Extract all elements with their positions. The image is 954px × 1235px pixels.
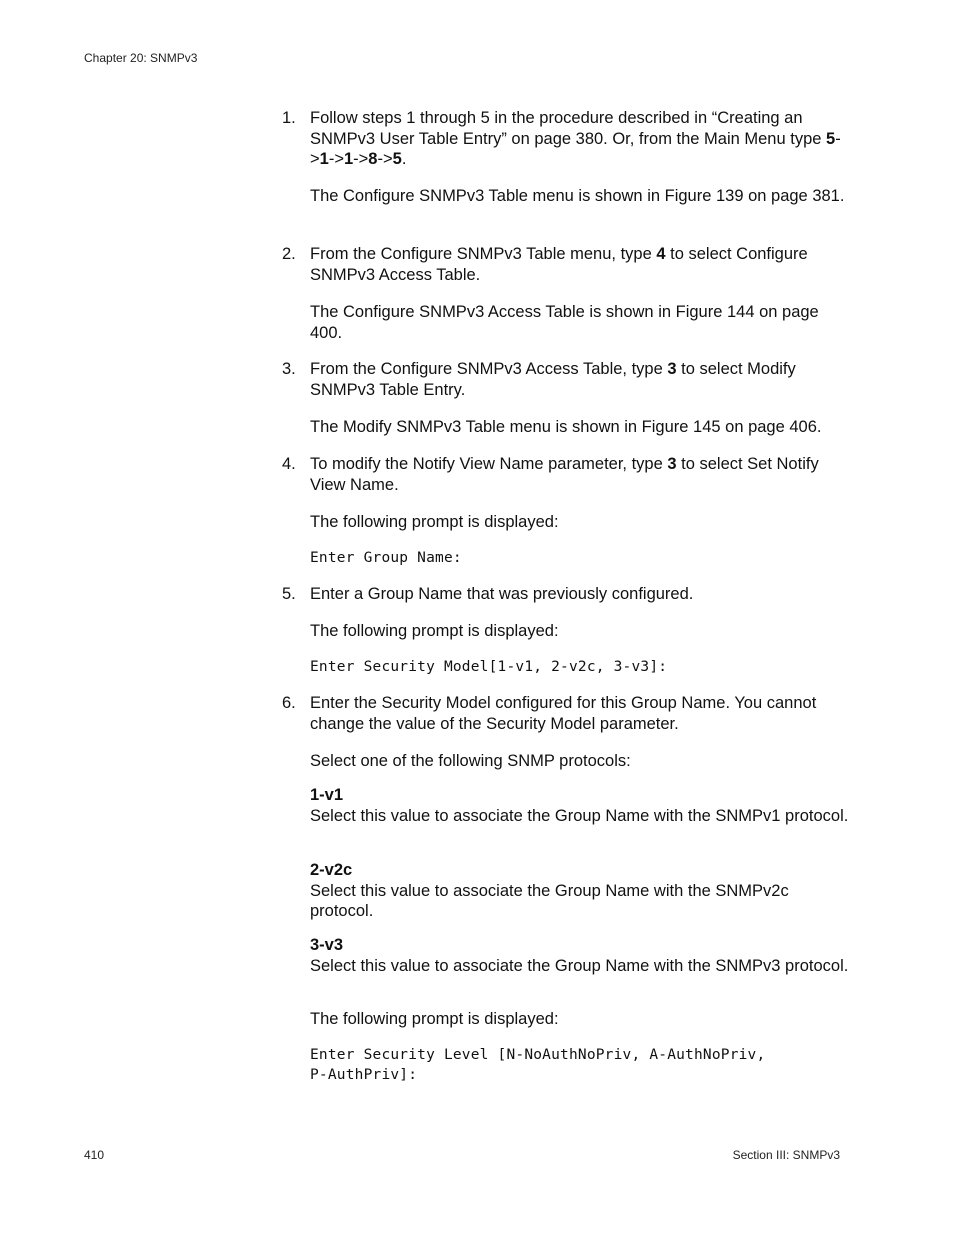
console-prompt-continued: P-AuthPriv]: [310, 1067, 418, 1083]
step-note: The Configure SNMPv3 Access Table is shown in Figure 144 on page 400. [310, 303, 819, 342]
step-text: Enter the Security Model configured for this Group Name. You cannot change the value of the Security Model parameter. [310, 694, 817, 733]
step-number: 6. [282, 694, 296, 712]
option-term: 2-v2c [310, 861, 353, 879]
option-3-v3 [310, 935, 850, 976]
console-prompt: Enter Security Model[1-v1, 2-v2c, 3-v3]: [310, 659, 668, 675]
step-number: 2. [282, 245, 296, 263]
step-note: Select one of the following SNMP protocols: [310, 752, 631, 770]
step-text: Follow steps 1 through 5 in the procedure described in “Creating an SNMPv3 User Table Entry” on page 380. Or, from the Main Menu type 5->1->1->8->5. [310, 109, 841, 168]
step-number: 1. [282, 109, 296, 127]
page-number: 410 [84, 1148, 105, 1162]
step-text: Enter a Group Name that was previously configured. [310, 585, 694, 603]
console-prompt: Enter Security Level [N-NoAuthNoPriv, A-AuthNoPriv, [310, 1047, 766, 1063]
step-text: From the Configure SNMPv3 Access Table, type 3 to select Modify SNMPv3 Table Entry. [310, 360, 796, 399]
option-term: 3-v3 [310, 936, 344, 954]
step-number: 3. [282, 360, 296, 378]
option-2-v2c [310, 860, 850, 922]
option-1-v1 [310, 785, 850, 826]
step-note: The Configure SNMPv3 Table menu is shown in Figure 139 on page 381. [310, 187, 845, 205]
option-term: 1-v1 [310, 786, 344, 804]
step-note: The Modify SNMPv3 Table menu is shown in Figure 145 on page 406. [310, 418, 822, 436]
running-header: Chapter 20: SNMPv3 [84, 51, 198, 65]
option-description: Select this value to associate the Group Name with the SNMPv3 protocol. [310, 956, 849, 975]
step-note: The following prompt is displayed: [310, 622, 559, 640]
option-description: Select this value to associate the Group Name with the SNMPv2c protocol. [310, 881, 789, 920]
running-footer-section: Section III: SNMPv3 [732, 1148, 840, 1162]
step-number: 5. [282, 585, 296, 603]
step-note: The following prompt is displayed: [310, 513, 559, 531]
console-prompt: Enter Group Name: [310, 550, 462, 566]
option-description: Select this value to associate the Group Name with the SNMPv1 protocol. [310, 806, 849, 825]
step-number: 4. [282, 455, 296, 473]
step-text: To modify the Notify View Name parameter, type 3 to select Set Notify View Name. [310, 455, 819, 494]
step-text: From the Configure SNMPv3 Table menu, type 4 to select Configure SNMPv3 Access Table. [310, 245, 808, 284]
step-note: The following prompt is displayed: [310, 1010, 559, 1028]
